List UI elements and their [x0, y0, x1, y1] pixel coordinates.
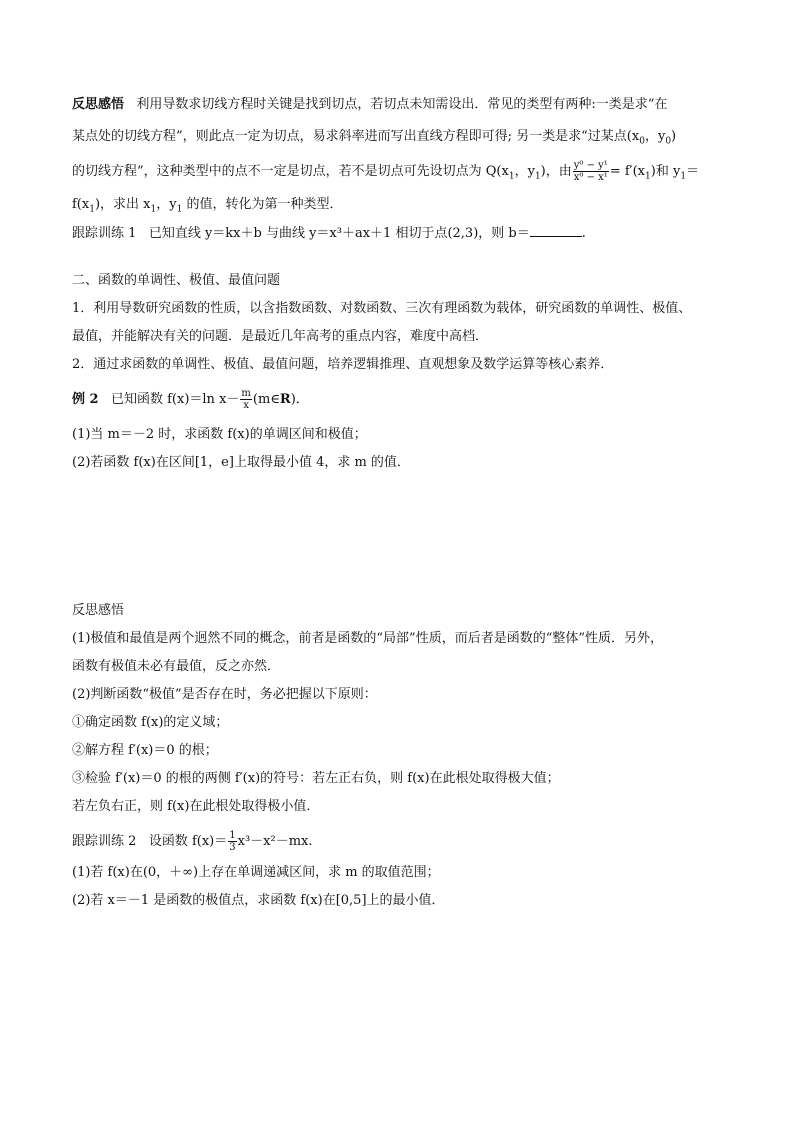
reflection-2-heading: 反思感悟 — [72, 603, 125, 618]
training-2-question-2: (2)若 x＝－1 是函数的极值点，求函数 f(x)在[0,5]上的最小值． — [72, 893, 445, 908]
training-1-text: 已知直线 y＝kx＋b 与曲线 y＝x³＋ax＋1 相切于点(2,3)，则 b＝ — [148, 226, 530, 241]
section-2-item-1a: 1．利用导数研究函数的性质，以含指数函数、对数函数、三次有理函数为载体，研究函数的单调性、极值、 — [72, 301, 692, 316]
reflection-paragraph-1: 反思感悟 利用导数求切线方程时关键是找到切点，若切点未知需设出．常见的类型有两种:一类是求“在 — [72, 97, 668, 112]
example-2-question-2: (2)若函数 f(x)在区间[1，e]上取得最小值 4，求 m 的值． — [72, 455, 410, 470]
reflection-paragraph-2: 某点处的切线方程”，则此点一定为切点，易求斜率进而写出直线方程即可得; 另一类是求“过某点($x_0$，$y_0$) — [72, 129, 677, 147]
m-over-x-fraction: $\frac{m}{x}$ — [241, 388, 251, 411]
reflection-2-step-2: ②解方程 f′(x)＝0 的根； — [72, 743, 218, 758]
reflection-2-p1a: (1)极值和最值是两个迥然不同的概念，前者是函数的“局部”性质，而后者是函数的“整体”性质．另外， — [72, 631, 663, 646]
slope-fraction: $\frac{\text{y⁰ − y¹}}{\text{x⁰ − x¹}}$ — [573, 160, 608, 183]
section-2-title: 二、函数的单调性、极值、最值问题 — [72, 273, 281, 288]
training-2-label: 跟踪训练 2 — [72, 834, 137, 849]
training-1-label: 跟踪训练 1 — [72, 226, 137, 241]
reflection-2-step-4: 若左负右正，则 f(x)在此根处取得极小值． — [72, 799, 320, 814]
answer-blank[interactable] — [530, 224, 582, 237]
example-2: 例 2 已知函数 f(x)＝ln x－ $\frac{m}{x}$ (m∈R)． — [72, 388, 309, 411]
reflection-heading: 反思感悟 — [72, 97, 125, 112]
reflection-paragraph-3: 的切线方程”，这种类型中的点不一定是切点，若不是切点可先设切点为 $Q(x_1$，$y_1$)，由 $\frac{\text{y⁰ − y¹}}{\text{x⁰ − x¹}}$ = $f'(x_1)$和 $y_1=$ — [72, 160, 700, 183]
reflection-2-step-3: ③检验 f′(x)＝0 的根的两侧 f′(x)的符号：若左正右负，则 f(x)在此根处取得极大值； — [72, 771, 560, 786]
reflection-2-p1b: 函数有极值未必有最值，反之亦然． — [72, 659, 281, 674]
training-1: 跟踪训练 1 已知直线 y＝kx＋b 与曲线 y＝x³＋ax＋1 相切于点(2,3)，则 b＝ . — [72, 226, 586, 241]
example-2-question-1: (1)当 m＝－2 时，求函数 f(x)的单调区间和极值； — [72, 427, 367, 442]
reflection-paragraph-4: $f(x_1)$，求出 $x_1$，$y_1$ 的值，转化为第一种类型． — [72, 197, 343, 215]
section-2-item-1b: 最值，并能解决有关的问题．是最近几年高考的重点内容，难度中高档． — [72, 329, 489, 344]
example-2-label: 例 2 — [72, 392, 99, 407]
training-2-question-1: (1)若 f(x)在(0，＋∞)上存在单调递减区间，求 m 的取值范围； — [72, 865, 440, 880]
section-2-item-2: 2．通过求函数的单调性、极值、最值问题，培养逻辑推理、直观想象及数学运算等核心素养． — [72, 357, 614, 372]
training-2: 跟踪训练 2 设函数 f(x)＝ $\frac{1}{3}$ x³－x²－mx. — [72, 830, 313, 853]
one-third-fraction: $\frac{1}{3}$ — [229, 830, 236, 853]
reflection-2-step-1: ①确定函数 f(x)的定义域； — [72, 715, 229, 730]
reflection-2-p2: (2)判断函数“极值”是否存在时，务必把握以下原则： — [72, 687, 377, 702]
